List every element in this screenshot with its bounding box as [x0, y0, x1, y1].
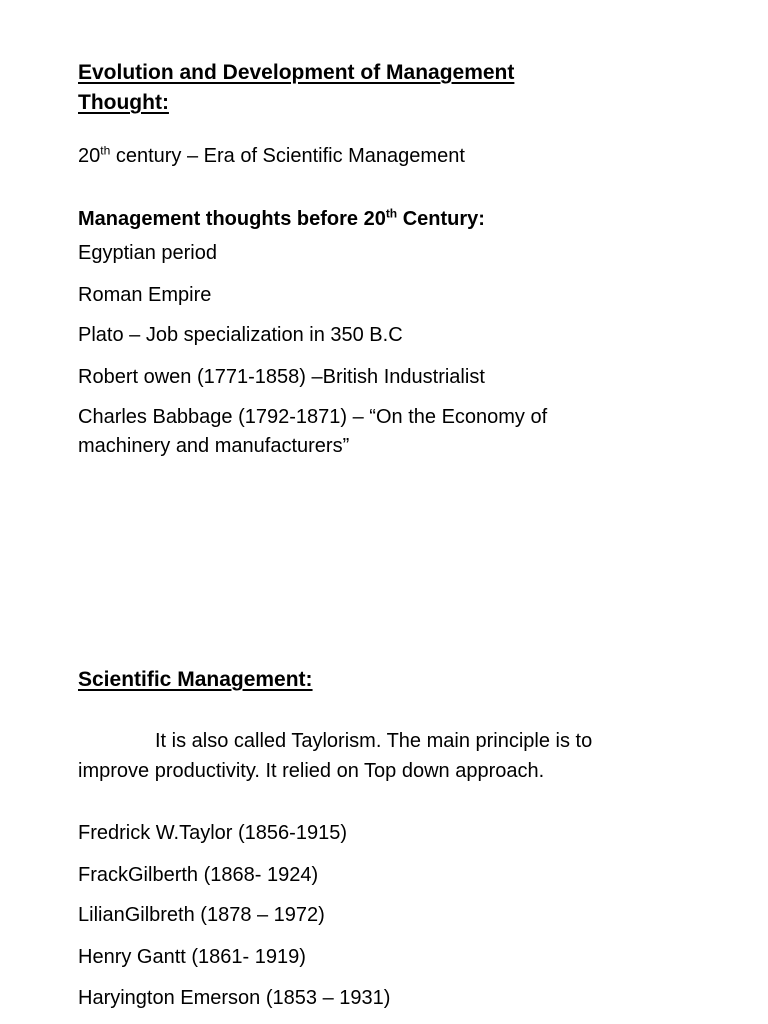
subheading-text-after: Century:	[397, 208, 485, 230]
era-line	[78, 142, 465, 171]
subheading-text-before: Management thoughts before 20	[78, 208, 386, 230]
scientific-management-heading: Scientific Management:	[78, 668, 313, 691]
era-number: 20	[78, 145, 101, 167]
subheading-superscript: th	[385, 206, 398, 221]
paragraph-line-1: It is also called Taylorism. The main principle is to	[155, 730, 593, 752]
list-item: Plato – Job specialization in 350 B.C	[78, 324, 403, 346]
list-item-continuation: machinery and manufacturers”	[78, 435, 350, 457]
person-item: FrackGilberth (1868- 1924)	[78, 864, 319, 886]
list-item: Roman Empire	[78, 284, 212, 306]
main-heading-line-2: Thought:	[78, 91, 169, 114]
list-item: Charles Babbage (1792-1871) – “On the Economy of	[78, 406, 548, 428]
era-text: century – Era of Scientific Management	[110, 145, 465, 167]
person-item: LilianGilbreth (1878 – 1972)	[78, 904, 325, 926]
subheading-before-20th	[78, 205, 485, 234]
main-heading-line-1: Evolution and Development of Management	[78, 61, 515, 84]
era-superscript: th	[100, 143, 111, 158]
list-item: Robert owen (1771-1858) –British Industrialist	[78, 366, 485, 388]
list-item: Egyptian period	[78, 242, 217, 264]
paragraph-line-2: improve productivity. It relied on Top down approach.	[78, 760, 545, 782]
person-item: Henry Gantt (1861- 1919)	[78, 946, 306, 968]
person-item: Haryington Emerson (1853 – 1931)	[78, 987, 391, 1009]
person-item: Fredrick W.Taylor (1856-1915)	[78, 822, 347, 844]
